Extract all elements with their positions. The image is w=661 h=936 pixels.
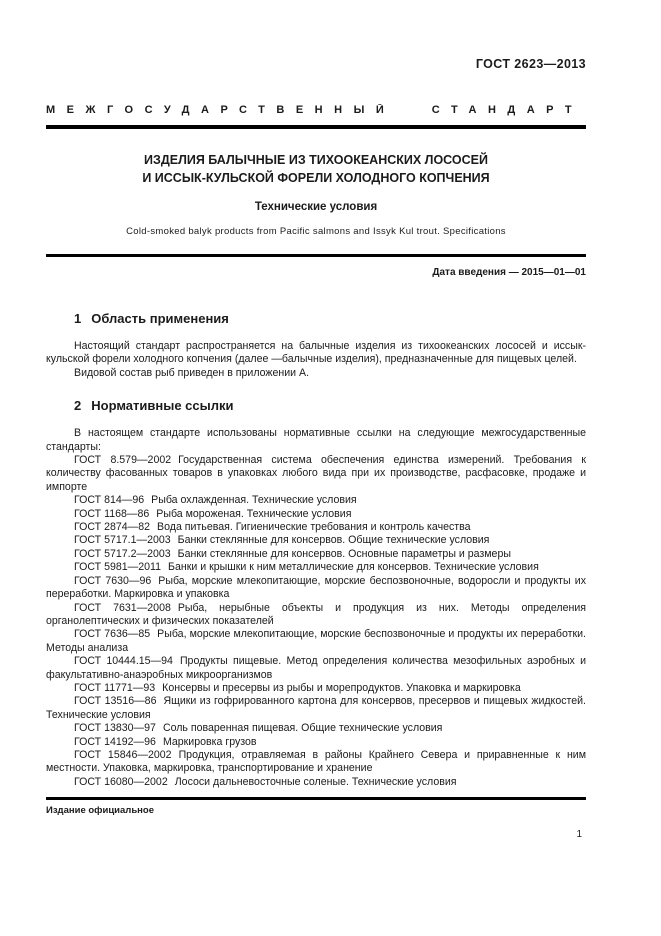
reference-designation: ГОСТ 13830—97: [74, 722, 156, 735]
footer-rule: [46, 797, 586, 800]
section-2-heading: [46, 398, 586, 414]
section-2-title: Нормативные ссылки: [91, 398, 234, 414]
section-1-body: [46, 340, 586, 380]
page-number: 1: [576, 829, 582, 841]
reference-title: Соль поваренная пищевая. Общие технические условия: [162, 722, 443, 735]
reference-item: [46, 736, 586, 749]
document-title: [46, 151, 586, 187]
reference-designation: ГОСТ 5717.1—2003: [74, 534, 171, 547]
reference-designation: ГОСТ 1168—86: [74, 507, 150, 520]
page-content: [46, 0, 586, 840]
reference-item: [46, 695, 586, 722]
reference-item: [46, 494, 586, 507]
reference-title: Вода питьевая. Гигиенические требования и контроль качества: [157, 521, 471, 534]
reference-designation: ГОСТ 7636—85: [74, 628, 151, 641]
reference-title: Государственная система обеспечения единства измерений. Требования к количеству фасованных товаров в упаковках любого вида при их производстве, расфасовке, продаже и импорте: [46, 454, 586, 493]
reference-item: [46, 628, 586, 655]
reference-item: [46, 602, 586, 629]
document-title-line2: И ИССЫК-КУЛЬСКОЙ ФОРЕЛИ ХОЛОДНОГО КОПЧЕНИЯ: [142, 171, 490, 185]
header-rule: [46, 125, 586, 129]
reference-title: Продукты пищевые. Метод определения количества мезофильных аэробных и факультативно-анаэробных микроорганизмов: [46, 655, 586, 681]
reference-item: [46, 749, 586, 776]
reference-title: Рыба, нерыбные объекты и продукция из них. Методы определения органолептических и физических показателей: [46, 601, 586, 627]
reference-title: Консервы и пресервы из рыбы и морепродуктов. Упаковка и маркировка: [162, 681, 521, 694]
reference-item: [46, 548, 586, 561]
reference-title: Ящики из гофрированного картона для консервов, пресервов и пищевых жидкостей. Технические условия: [46, 695, 586, 721]
paragraph: Настоящий стандарт распространяется на балычные изделия из тихоокеанских лососей и иссык-кульской форели холодного копчения (далее —балычные изделия), предназначенные для пищевых целей.: [46, 340, 586, 366]
reference-title: Рыба, морские млекопитающие, морские беспозвоночные и продукты их переработки. Методы анализа: [46, 628, 587, 654]
reference-title: Рыба, морские млекопитающие, морские беспозвоночные, водоросли и продукты их переработки. Маркировка и упаковка: [46, 574, 586, 601]
edition-note: Издание официальное: [46, 805, 154, 817]
date-rule: [46, 254, 586, 257]
reference-designation: ГОСТ 8.579—2002: [74, 454, 172, 467]
reference-designation: ГОСТ 13516—86: [74, 695, 157, 708]
reference-designation: ГОСТ 814—96: [74, 494, 145, 507]
section-2-body: [46, 427, 586, 789]
paragraph: Видовой состав рыб приведен в приложении А.: [74, 366, 310, 379]
reference-designation: ГОСТ 7631—2008: [74, 601, 171, 614]
reference-item: [46, 534, 586, 547]
reference-designation: ГОСТ 15846—2002: [74, 748, 172, 761]
reference-item: [46, 655, 586, 682]
reference-designation: ГОСТ 16080—2002: [74, 775, 168, 788]
reference-item: [46, 682, 586, 695]
section-2-number: 2: [74, 398, 82, 414]
reference-title: Банки стеклянные для консервов. Общие технические условия: [177, 534, 490, 547]
doc-number: ГОСТ 2623—2013: [475, 57, 586, 71]
document-subtitle-english: Cold-smoked balyk products from Pacific salmons and Issyk Kul trout. Specifications: [126, 226, 506, 237]
reference-title: Банки стеклянные для консервов. Основные параметры и размеры: [177, 547, 511, 560]
reference-designation: ГОСТ 10444.15—94: [74, 655, 173, 668]
reference-title: Продукция, отравляемая в районы Крайнего Севера и приравненные к ним местности. Упаковка, маркировка, транспортирование и хранение: [46, 748, 586, 775]
reference-title: Банки и крышки к ним металлические для консервов. Технические условия: [168, 561, 539, 574]
reference-designation: ГОСТ 5717.2—2003: [74, 547, 171, 560]
section-1-heading: [46, 311, 586, 327]
reference-designation: ГОСТ 14192—96: [74, 735, 156, 748]
reference-item: [46, 454, 586, 494]
reference-title: Маркировка грузов: [162, 735, 257, 748]
paragraph: В настоящем стандарте использованы нормативные ссылки на следующие межгосударственные стандарты:: [46, 427, 586, 453]
section-1-number: 1: [74, 311, 82, 326]
document-title-line1: ИЗДЕЛИЯ БАЛЫЧНЫЕ ИЗ ТИХООКЕАНСКИХ ЛОСОСЕЙ: [144, 153, 488, 167]
reference-title: Рыба мороженая. Технические условия: [156, 507, 352, 520]
reference-title: Лососи дальневосточные соленые. Технические условия: [174, 775, 457, 788]
reference-item: [46, 575, 586, 602]
reference-item: [46, 508, 586, 521]
reference-item: [46, 722, 586, 735]
section-1-title: Область применения: [91, 311, 229, 326]
reference-designation: ГОСТ 7630—96: [74, 574, 152, 587]
reference-designation: ГОСТ 5981—2011: [74, 561, 162, 574]
reference-item: [46, 776, 586, 789]
reference-designation: ГОСТ 11771—93: [74, 681, 156, 694]
standard-type-banner: МЕЖГОСУДАРСТВЕННЫЙ СТАНДАРТ: [46, 104, 584, 116]
reference-title: Рыба охлажденная. Технические условия: [151, 494, 357, 507]
reference-item: [46, 521, 586, 534]
document-subtitle: Технические условия: [254, 201, 378, 213]
effective-date: Дата введения — 2015—01—01: [432, 267, 586, 278]
reference-designation: ГОСТ 2874—82: [74, 521, 151, 534]
reference-item: [46, 561, 586, 574]
